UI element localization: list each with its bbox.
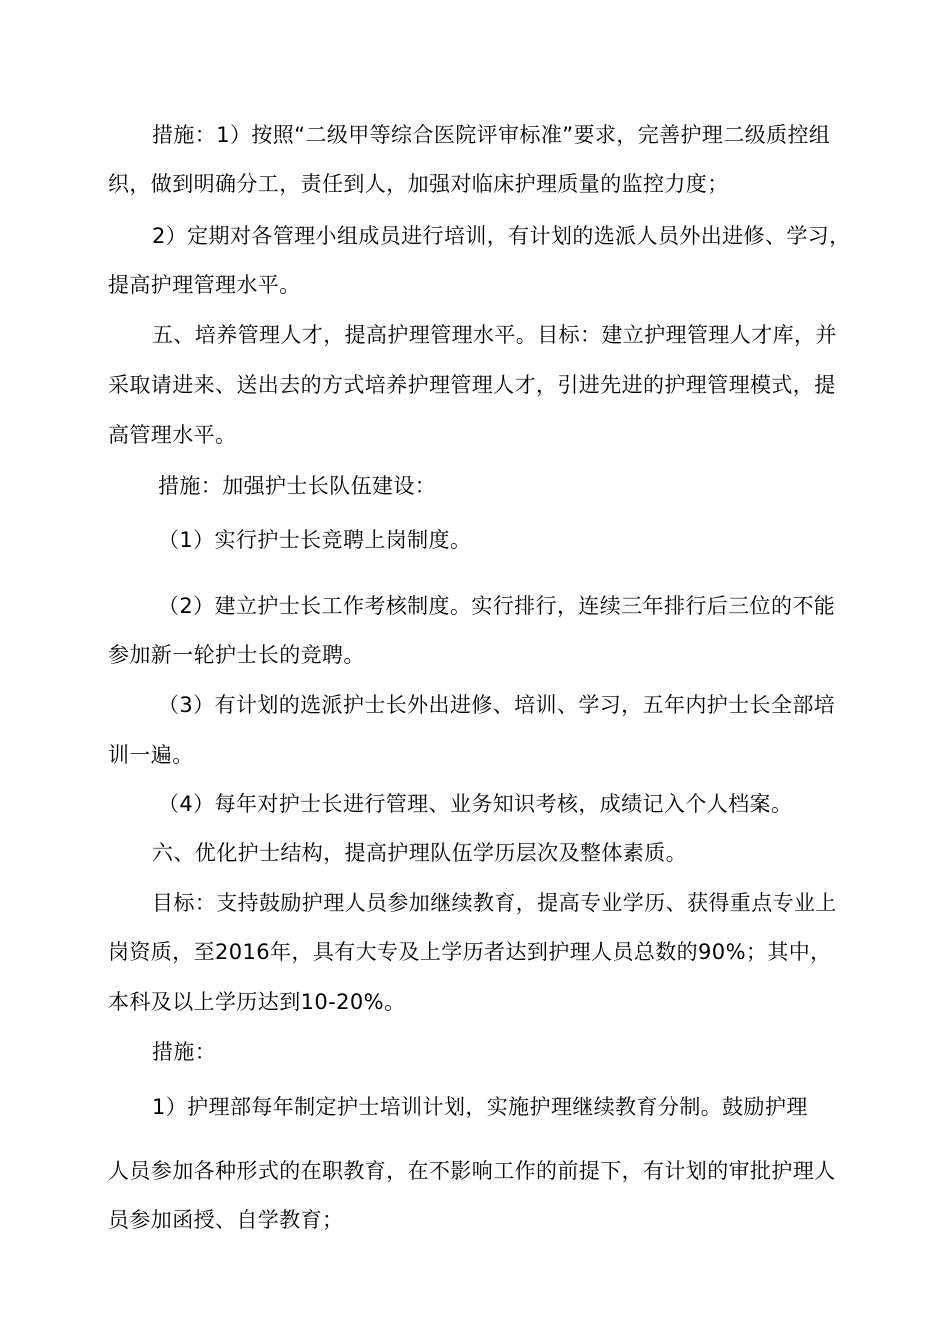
text-line: 人员参加各种形式的在职教育，在不影响工作的前提下，有计划的审批护理人: [108, 1159, 836, 1183]
text-line: 五、培养管理人才，提高护理管理水平。目标：建立护理管理人才库，并: [152, 323, 837, 347]
text-line: 员参加函授、自学教育；: [108, 1208, 344, 1232]
text-line: 六、优化护士结构，提高护理队伍学历层次及整体素质。: [152, 841, 687, 865]
text-line: 提高护理管理水平。: [108, 273, 301, 297]
text-line: 织，做到明确分工，责任到人，加强对临床护理质量的监控力度；: [108, 172, 729, 196]
text-line: 2）定期对各管理小组成员进行培训，有计划的选派人员外出进修、学习，: [152, 224, 851, 248]
text-line: 措施：1）按照“二级甲等综合医院评审标准”要求，完善护理二级质控组: [152, 123, 831, 147]
text-line: 目标：支持鼓励护理人员参加继续教育，提高专业学历、获得重点专业上: [152, 891, 837, 915]
text-line: 参加新一轮护士长的竞聘。: [108, 643, 365, 667]
text-line: （2）建立护士长工作考核制度。实行排行，连续三年排行后三位的不能: [158, 594, 836, 618]
text-line: 措施：加强护士长队伍建设：: [158, 474, 437, 498]
text-line: 岗资质，至2016年，具有大专及上学历者达到护理人员总数的90%；其中，: [108, 940, 832, 964]
text-line: 高管理水平。: [108, 423, 237, 447]
text-line: 1）护理部每年制定护士培训计划，实施护理继续教育分制。鼓励护理: [152, 1095, 808, 1119]
text-line: 措施：: [152, 1040, 217, 1064]
text-line: （4）每年对护士长进行管理、业务知识考核，成绩记入个人档案。: [158, 792, 793, 816]
text-line: 采取请进来、送出去的方式培养护理管理人才，引进先进的护理管理模式，提: [108, 373, 836, 397]
text-line: （3）有计划的选派护士长外出进修、培训、学习，五年内护士长全部培: [158, 693, 836, 717]
text-line: （1）实行护士长竞聘上岗制度。: [158, 528, 472, 552]
text-line: 训一遍。: [108, 743, 194, 767]
text-line: 本科及以上学历达到10-20%。: [108, 990, 406, 1014]
